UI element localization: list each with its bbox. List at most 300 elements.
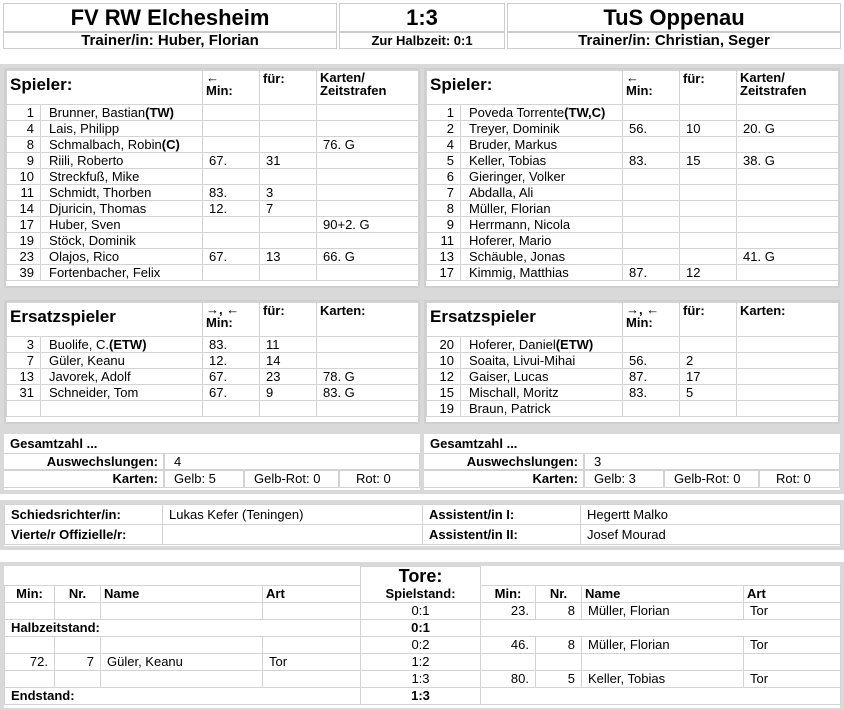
- home-trainer: Trainer/in: Huber, Florian: [81, 32, 259, 49]
- cards-label: Karten/: [320, 70, 365, 85]
- player-name-cell: [461, 249, 623, 265]
- player-name: Gieringer, Volker: [469, 169, 566, 184]
- col-name: Name: [582, 585, 744, 602]
- player-number: 15: [427, 385, 461, 401]
- player-row: [427, 169, 839, 185]
- col-name: Name: [101, 585, 263, 602]
- player-row: [427, 153, 839, 169]
- arrow-left-icon: ←: [206, 70, 220, 85]
- cards-label: Karten/: [740, 70, 785, 85]
- player-name: Kimmig, Matthias: [469, 265, 569, 280]
- player-name: Abdalla, Ali: [469, 185, 534, 200]
- referee-label: Schiedsrichter/in:: [5, 505, 163, 525]
- player-row: [427, 105, 839, 121]
- player-number: 13: [427, 249, 461, 265]
- card: [737, 137, 839, 153]
- player-row: [7, 185, 419, 201]
- sub-minute: 67.: [203, 385, 260, 401]
- player-number: 19: [427, 401, 461, 417]
- sub-for: [680, 249, 737, 265]
- sub-minute: 56.: [623, 121, 680, 137]
- player-row: [7, 153, 419, 169]
- score-value: 0:2: [361, 636, 481, 653]
- goal-minute: 23.: [481, 602, 536, 619]
- officials-panel: [4, 504, 840, 546]
- min-label: Min:: [206, 315, 233, 330]
- goal-player-name: Keller, Tobias: [582, 670, 744, 687]
- player-name: Schmalbach, Robin: [49, 137, 162, 152]
- goal-player-number: 7: [55, 653, 101, 670]
- player-number: 14: [7, 201, 41, 217]
- sub-for: [680, 233, 737, 249]
- player-number: 20: [427, 337, 461, 353]
- sub-minute: [203, 217, 260, 233]
- col-min: Min:: [481, 585, 536, 602]
- player-row: [427, 249, 839, 265]
- home-players-panel: [4, 68, 420, 288]
- card: [317, 233, 419, 249]
- player-number: 17: [427, 265, 461, 281]
- min-label: Min:: [626, 83, 653, 98]
- player-number: 13: [7, 369, 41, 385]
- sub-minute: [623, 233, 680, 249]
- goal-row: [5, 619, 841, 636]
- player-role: (TW,C): [564, 105, 606, 120]
- goal-row: [5, 636, 841, 653]
- sub-for: 13: [260, 249, 317, 265]
- substitutions-label: Auswechslungen:: [466, 454, 578, 469]
- cards-label: Karten:: [317, 303, 419, 337]
- player-row: [427, 233, 839, 249]
- player-row: [427, 217, 839, 233]
- player-number: 11: [427, 233, 461, 249]
- player-name-cell: [41, 249, 203, 265]
- sub-minute: [623, 401, 680, 417]
- penalties-label: Zeitstrafen: [320, 83, 387, 98]
- player-name-cell: [461, 353, 623, 369]
- player-number: 10: [7, 169, 41, 185]
- card: 20. G: [737, 121, 839, 137]
- goal-player-name: Müller, Florian: [582, 636, 744, 653]
- player-name: Herrmann, Nicola: [469, 217, 571, 232]
- sub-minute: [623, 337, 680, 353]
- away-totals: [424, 434, 840, 490]
- sub-minute: [203, 137, 260, 153]
- player-row: [7, 169, 419, 185]
- goal-player-name: Müller, Florian: [582, 602, 744, 619]
- player-name-cell: [461, 369, 623, 385]
- sub-for: [680, 217, 737, 233]
- empty-cell: [481, 687, 841, 704]
- player-role: (ETW): [555, 337, 594, 352]
- player-name-cell: [41, 201, 203, 217]
- card: [317, 185, 419, 201]
- player-role: (ETW): [108, 337, 147, 352]
- player-name-cell: [41, 233, 203, 249]
- score-value: 0:1: [361, 619, 481, 636]
- sub-minute: 67.: [203, 153, 260, 169]
- player-number: 9: [427, 217, 461, 233]
- player-name-cell: [461, 401, 623, 417]
- player-number: 1: [7, 105, 41, 121]
- col-type: Art: [263, 585, 361, 602]
- card: [737, 385, 839, 401]
- player-number: 17: [7, 217, 41, 233]
- player-name: Müller, Florian: [469, 201, 551, 216]
- card: [317, 353, 419, 369]
- player-number: 23: [7, 249, 41, 265]
- player-row: [7, 265, 419, 281]
- final-score: 1:3: [406, 5, 438, 30]
- card: 41. G: [737, 249, 839, 265]
- for-label: für:: [260, 71, 317, 105]
- player-name: Huber, Sven: [49, 217, 121, 232]
- sub-for: 11: [260, 337, 317, 353]
- player-name: Buolife, C.: [49, 337, 109, 352]
- sub-for: 12: [680, 265, 737, 281]
- score-value: 1:3: [361, 687, 481, 704]
- sub-for: [680, 337, 737, 353]
- player-name-cell: [461, 153, 623, 169]
- arrow-left-icon: ←: [626, 70, 640, 85]
- player-name-cell: [461, 385, 623, 401]
- card: [317, 265, 419, 281]
- card: 38. G: [737, 153, 839, 169]
- sub-for: [680, 201, 737, 217]
- player-row: [7, 401, 419, 417]
- player-number: 2: [427, 121, 461, 137]
- sub-for: [680, 185, 737, 201]
- sub-for: 17: [680, 369, 737, 385]
- away-trainer: Trainer/in: Christian, Seger: [578, 32, 770, 49]
- home-subs-panel: [4, 300, 420, 424]
- card: 76. G: [317, 137, 419, 153]
- sub-for: [680, 105, 737, 121]
- sub-minute: [623, 201, 680, 217]
- player-row: [7, 249, 419, 265]
- player-name: Keller, Tobias: [469, 153, 547, 168]
- sub-for: [260, 265, 317, 281]
- totals-heading: Gesamtzahl ...: [430, 436, 518, 451]
- goal-player-number: 5: [536, 670, 582, 687]
- col-type: Art: [744, 585, 841, 602]
- for-label: für:: [680, 303, 737, 337]
- sub-for: [260, 401, 317, 417]
- goal-player-name: [101, 636, 263, 653]
- player-row: [427, 137, 839, 153]
- goal-type: [263, 636, 361, 653]
- goal-player-name: [101, 602, 263, 619]
- sub-for: [260, 121, 317, 137]
- goal-minute: 80.: [481, 670, 536, 687]
- card: [737, 201, 839, 217]
- player-number: 8: [427, 201, 461, 217]
- sub-minute: 12.: [203, 201, 260, 217]
- referee-value: Lukas Kefer (Teningen): [163, 505, 423, 525]
- player-name-cell: [41, 185, 203, 201]
- player-number: 8: [7, 137, 41, 153]
- home-yellow-red: Gelb-Rot: 0: [254, 471, 321, 486]
- subs-heading: Ersatzspieler: [7, 303, 203, 337]
- goal-type: [263, 602, 361, 619]
- card: [737, 369, 839, 385]
- player-name: Braun, Patrick: [469, 401, 551, 416]
- player-row: [7, 105, 419, 121]
- player-name: Fortenbacher, Felix: [49, 265, 161, 280]
- home-players-table: [6, 70, 419, 281]
- player-name-cell: [41, 385, 203, 401]
- home-subs-table: [6, 302, 419, 417]
- player-name: Schmidt, Thorben: [49, 185, 152, 200]
- card: [737, 185, 839, 201]
- goals-panel: [4, 566, 840, 708]
- empty-cell: [481, 619, 841, 636]
- card: 83. G: [317, 385, 419, 401]
- player-number: 39: [7, 265, 41, 281]
- away-yellow: Gelb: 3: [594, 471, 636, 486]
- for-label: für:: [260, 303, 317, 337]
- assistant2-label: Assistent/in II:: [423, 525, 581, 545]
- player-number: 4: [427, 137, 461, 153]
- away-players-table: [426, 70, 839, 281]
- player-name-cell: [461, 121, 623, 137]
- goal-type: Tor: [744, 636, 841, 653]
- player-row: [427, 185, 839, 201]
- sub-minute: [203, 401, 260, 417]
- away-red: Rot: 0: [776, 471, 811, 486]
- card: [737, 105, 839, 121]
- player-row: [7, 137, 419, 153]
- player-name: Javorek, Adolf: [49, 369, 131, 384]
- sub-minute: [623, 249, 680, 265]
- score-value: 1:3: [361, 670, 481, 687]
- player-name-cell: [41, 353, 203, 369]
- player-name-cell: [461, 265, 623, 281]
- goal-type: [744, 653, 841, 670]
- player-name: Poveda Torrente: [469, 105, 565, 120]
- card: [737, 337, 839, 353]
- player-number: 9: [7, 153, 41, 169]
- sub-minute: 83.: [623, 385, 680, 401]
- away-players-panel: [424, 68, 840, 288]
- player-number: 10: [427, 353, 461, 369]
- goal-type: Tor: [263, 653, 361, 670]
- player-name-cell: [461, 201, 623, 217]
- player-name: Bruder, Markus: [469, 137, 558, 152]
- sub-for: [260, 169, 317, 185]
- card: 90+2. G: [317, 217, 419, 233]
- assistant2-value: Josef Mourad: [581, 525, 841, 545]
- sub-for: 15: [680, 153, 737, 169]
- sub-for: 23: [260, 369, 317, 385]
- player-row: [427, 265, 839, 281]
- arrows-icon: →, ←: [626, 302, 660, 317]
- card: [317, 201, 419, 217]
- player-name-cell: [41, 153, 203, 169]
- player-number: 5: [427, 153, 461, 169]
- assistant1-label: Assistent/in I:: [423, 505, 581, 525]
- home-totals: [4, 434, 420, 490]
- sub-minute: [623, 185, 680, 201]
- player-name-cell: [41, 265, 203, 281]
- player-name-cell: [41, 169, 203, 185]
- home-yellow: Gelb: 5: [174, 471, 216, 486]
- player-number: 1: [427, 105, 461, 121]
- goal-player-number: [55, 636, 101, 653]
- player-row: [7, 233, 419, 249]
- goal-row: [5, 670, 841, 687]
- card: [737, 401, 839, 417]
- sub-for: [680, 169, 737, 185]
- player-row: [427, 369, 839, 385]
- player-name-cell: [461, 137, 623, 153]
- player-name-cell: [461, 169, 623, 185]
- player-name-cell: [461, 233, 623, 249]
- sub-for: [680, 401, 737, 417]
- score-label: Endstand:: [5, 687, 361, 704]
- players-heading: Spieler:: [427, 71, 623, 105]
- player-row: [427, 121, 839, 137]
- col-min: Min:: [5, 585, 55, 602]
- player-number: [7, 401, 41, 417]
- sub-minute: [623, 169, 680, 185]
- player-name: Olajos, Rico: [49, 249, 120, 264]
- goal-minute: [481, 653, 536, 670]
- player-name: Schäuble, Jonas: [469, 249, 566, 264]
- card: [317, 105, 419, 121]
- player-name: Hoferer, Mario: [469, 233, 552, 248]
- goal-row: [5, 653, 841, 670]
- goal-type: Tor: [744, 602, 841, 619]
- sub-minute: [623, 217, 680, 233]
- goal-player-name: [582, 653, 744, 670]
- player-name: Riili, Roberto: [49, 153, 124, 168]
- min-label: Min:: [626, 315, 653, 330]
- sub-for: [260, 137, 317, 153]
- player-row: [427, 201, 839, 217]
- sub-for: 3: [260, 185, 317, 201]
- goal-minute: 46.: [481, 636, 536, 653]
- home-substitutions-count: 4: [174, 454, 182, 469]
- home-red: Rot: 0: [356, 471, 391, 486]
- card: [737, 217, 839, 233]
- sub-minute: [623, 105, 680, 121]
- card: [317, 169, 419, 185]
- player-row: [427, 401, 839, 417]
- home-team-name: FV RW Elchesheim: [70, 5, 270, 30]
- player-name: Streckfuß, Mike: [49, 169, 140, 184]
- sub-minute: [203, 233, 260, 249]
- goal-minute: [5, 670, 55, 687]
- goal-player-number: 8: [536, 636, 582, 653]
- player-name-cell: [41, 121, 203, 137]
- sub-minute: [203, 265, 260, 281]
- sub-minute: [623, 137, 680, 153]
- player-name: Djuricin, Thomas: [49, 201, 147, 216]
- player-number: 6: [427, 169, 461, 185]
- card: [737, 353, 839, 369]
- sub-minute: 83.: [623, 153, 680, 169]
- sub-for: 10: [680, 121, 737, 137]
- player-name-cell: [41, 217, 203, 233]
- player-row: [427, 337, 839, 353]
- sub-minute: 87.: [623, 369, 680, 385]
- cards-total-label: Karten:: [112, 471, 158, 486]
- player-row: [7, 201, 419, 217]
- sub-minute: 12.: [203, 353, 260, 369]
- goal-type: Tor: [744, 670, 841, 687]
- match-header: [0, 0, 844, 52]
- card: [317, 153, 419, 169]
- penalties-label: Zeitstrafen: [740, 83, 807, 98]
- sub-minute: 83.: [203, 185, 260, 201]
- goal-row: [5, 687, 841, 704]
- col-nr: Nr.: [55, 585, 101, 602]
- sub-minute: [203, 105, 260, 121]
- player-row: [7, 121, 419, 137]
- player-number: 12: [427, 369, 461, 385]
- away-team-name: TuS Oppenau: [603, 5, 745, 30]
- card: [317, 337, 419, 353]
- player-name: Schneider, Tom: [49, 385, 139, 400]
- player-role: (TW): [145, 105, 174, 120]
- card: [737, 169, 839, 185]
- goals-table: [4, 566, 841, 705]
- goals-title: Tore:: [361, 567, 481, 586]
- goal-minute: 72.: [5, 653, 55, 670]
- cards-total-label: Karten:: [532, 471, 578, 486]
- cards-label: Karten:: [737, 303, 839, 337]
- player-row: [427, 353, 839, 369]
- for-label: für:: [680, 71, 737, 105]
- sub-minute: 83.: [203, 337, 260, 353]
- player-number: 4: [7, 121, 41, 137]
- player-role: (C): [161, 137, 180, 152]
- sub-minute: 67.: [203, 249, 260, 265]
- score-label: Halbzeitstand:: [5, 619, 361, 636]
- away-subs-table: [426, 302, 839, 417]
- sub-minute: [203, 169, 260, 185]
- player-name: Güler, Keanu: [49, 353, 125, 368]
- subs-heading: Ersatzspieler: [427, 303, 623, 337]
- sub-minute: 56.: [623, 353, 680, 369]
- goal-player-number: 8: [536, 602, 582, 619]
- col-nr: Nr.: [536, 585, 582, 602]
- arrows-icon: →, ←: [206, 302, 240, 317]
- sub-for: [260, 105, 317, 121]
- card: [737, 265, 839, 281]
- goal-type: [263, 670, 361, 687]
- goal-minute: [5, 636, 55, 653]
- goal-player-number: [55, 602, 101, 619]
- player-name: Soaita, Livui-Mihai: [469, 353, 576, 368]
- goal-player-number: [55, 670, 101, 687]
- min-label: Min:: [206, 83, 233, 98]
- sub-for: 31: [260, 153, 317, 169]
- player-name: Stöck, Dominik: [49, 233, 136, 248]
- away-yellow-red: Gelb-Rot: 0: [674, 471, 741, 486]
- sub-for: 7: [260, 201, 317, 217]
- goal-minute: [5, 602, 55, 619]
- player-name: Lais, Philipp: [49, 121, 120, 136]
- player-number: 3: [7, 337, 41, 353]
- player-name: Treyer, Dominik: [469, 121, 560, 136]
- col-score: Spielstand:: [361, 585, 481, 602]
- player-name-cell: [41, 105, 203, 121]
- totals-heading: Gesamtzahl ...: [10, 436, 98, 451]
- player-number: 11: [7, 185, 41, 201]
- player-number: 19: [7, 233, 41, 249]
